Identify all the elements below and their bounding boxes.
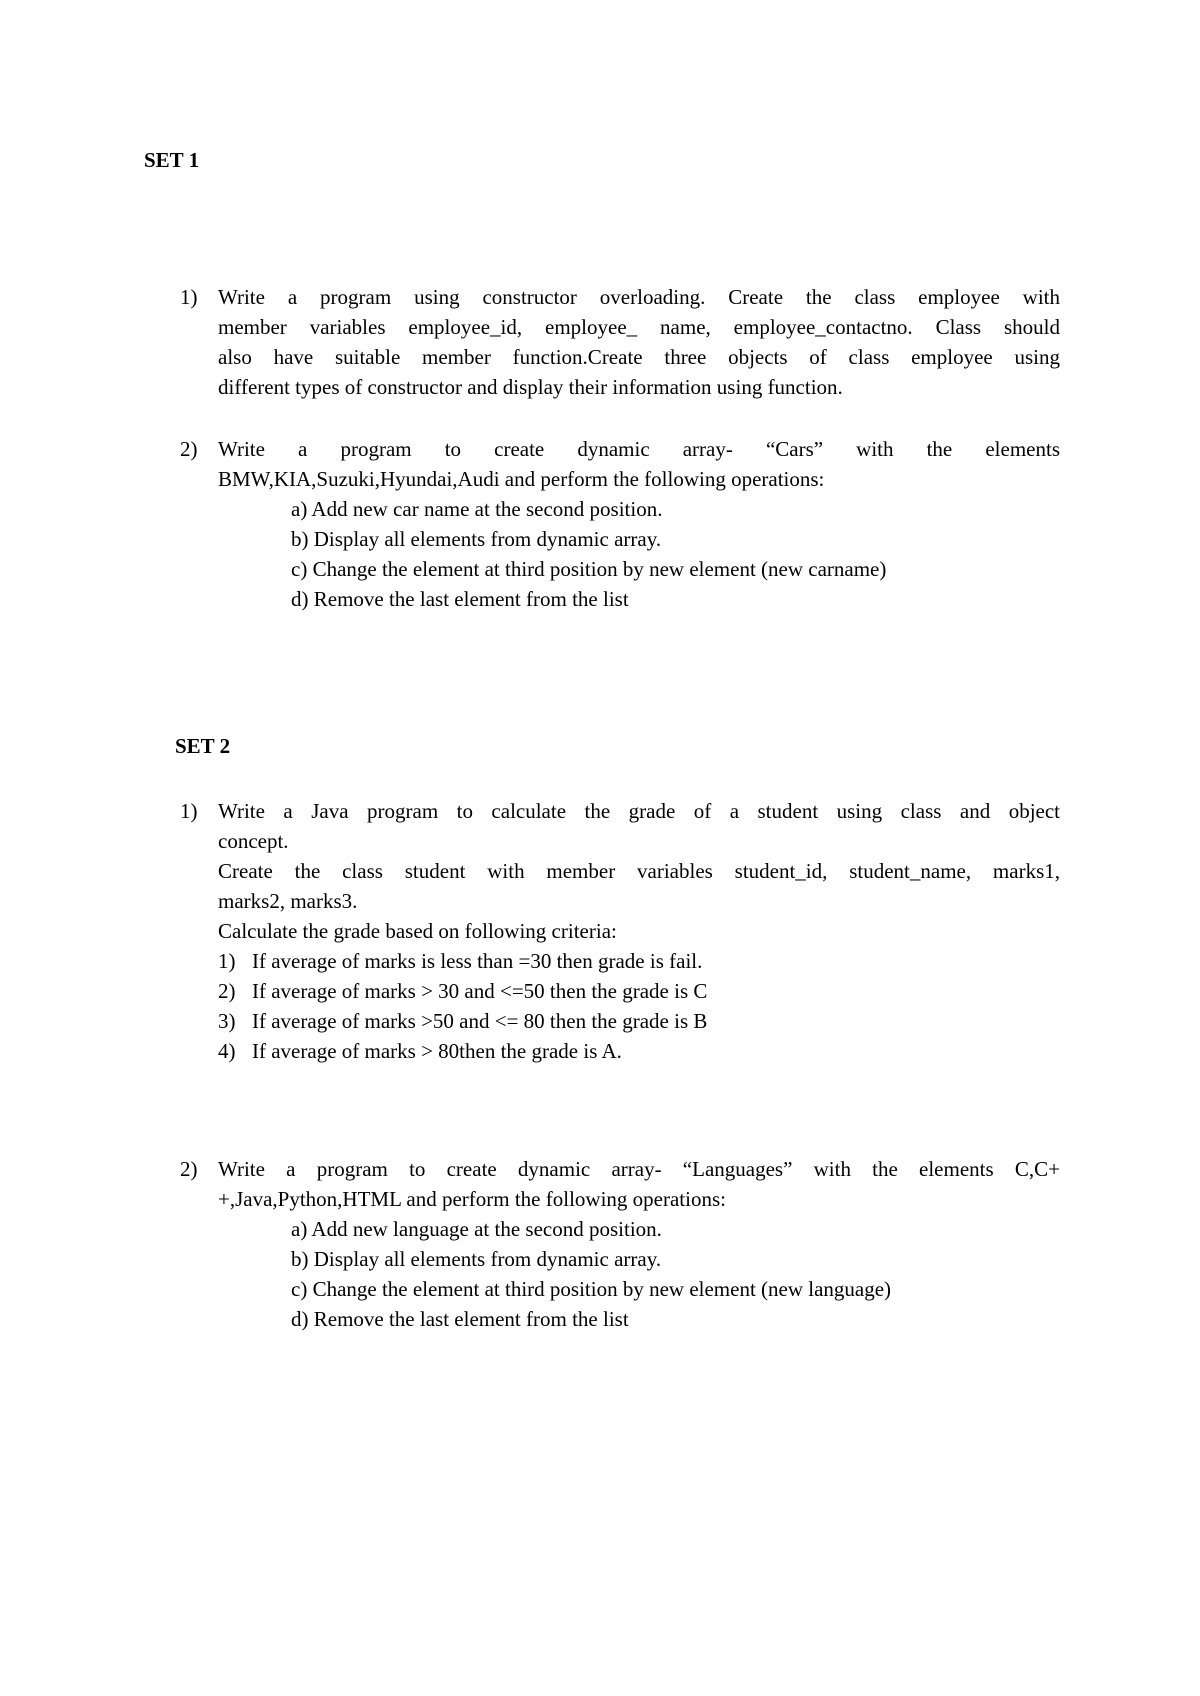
- operation-item: c) Change the element at third position by new element (new carname): [291, 557, 887, 581]
- operation-item: a) Add new car name at the second position.: [291, 497, 663, 521]
- question-number: 2): [180, 437, 198, 461]
- question-number: 1): [180, 799, 198, 823]
- set1-heading: SET 1: [144, 148, 200, 172]
- criteria-text: If average of marks is less than =30 then grade is fail.: [252, 949, 703, 973]
- operation-item: a) Add new language at the second position.: [291, 1217, 662, 1241]
- question-line: Write a Java program to calculate the grade of a student using class and object: [218, 799, 1060, 823]
- criteria-number: 3): [218, 1009, 236, 1033]
- question-line: concept.: [218, 829, 289, 853]
- operation-item: d) Remove the last element from the list: [291, 587, 629, 611]
- criteria-text: If average of marks > 30 and <=50 then the grade is C: [252, 979, 708, 1003]
- operation-item: b) Display all elements from dynamic array.: [291, 1247, 662, 1271]
- criteria-number: 2): [218, 979, 236, 1003]
- question-number: 1): [180, 285, 198, 309]
- question-line: also have suitable member function.Create three objects of class employee using: [218, 345, 1060, 369]
- operation-item: b) Display all elements from dynamic array.: [291, 527, 662, 551]
- question-line: Write a program to create dynamic array- “Languages” with the elements C,C+: [218, 1157, 1060, 1181]
- question-line: Write a program to create dynamic array- “Cars” with the elements: [218, 437, 1060, 461]
- question-line: marks2, marks3.: [218, 889, 358, 913]
- criteria-item: [218, 1036, 1060, 1066]
- criteria-item: [218, 1006, 1060, 1036]
- question-line: member variables employee_id, employee_ name, employee_contactno. Class should: [218, 315, 1060, 339]
- question-line: BMW,KIA,Suzuki,Hyundai,Audi and perform the following operations:: [218, 467, 825, 491]
- operation-item: d) Remove the last element from the list: [291, 1307, 629, 1331]
- criteria-number: 4): [218, 1039, 236, 1063]
- criteria-text: If average of marks >50 and <= 80 then the grade is B: [252, 1009, 708, 1033]
- question-line: different types of constructor and display their information using function.: [218, 375, 843, 399]
- question-line: Create the class student with member variables student_id, student_name, marks1,: [218, 859, 1060, 883]
- question-number: 2): [180, 1157, 198, 1181]
- operation-item: c) Change the element at third position by new element (new language): [291, 1277, 892, 1301]
- question-line: Write a program using constructor overloading. Create the class employee with: [218, 285, 1060, 309]
- question-line: Calculate the grade based on following criteria:: [218, 919, 617, 943]
- set2-heading: SET 2: [175, 734, 231, 758]
- question-line: +,Java,Python,HTML and perform the following operations:: [218, 1187, 726, 1211]
- criteria-item: [218, 976, 1060, 1006]
- criteria-item: [218, 946, 1060, 976]
- criteria-number: 1): [218, 949, 236, 973]
- criteria-text: If average of marks > 80then the grade is A.: [252, 1039, 622, 1063]
